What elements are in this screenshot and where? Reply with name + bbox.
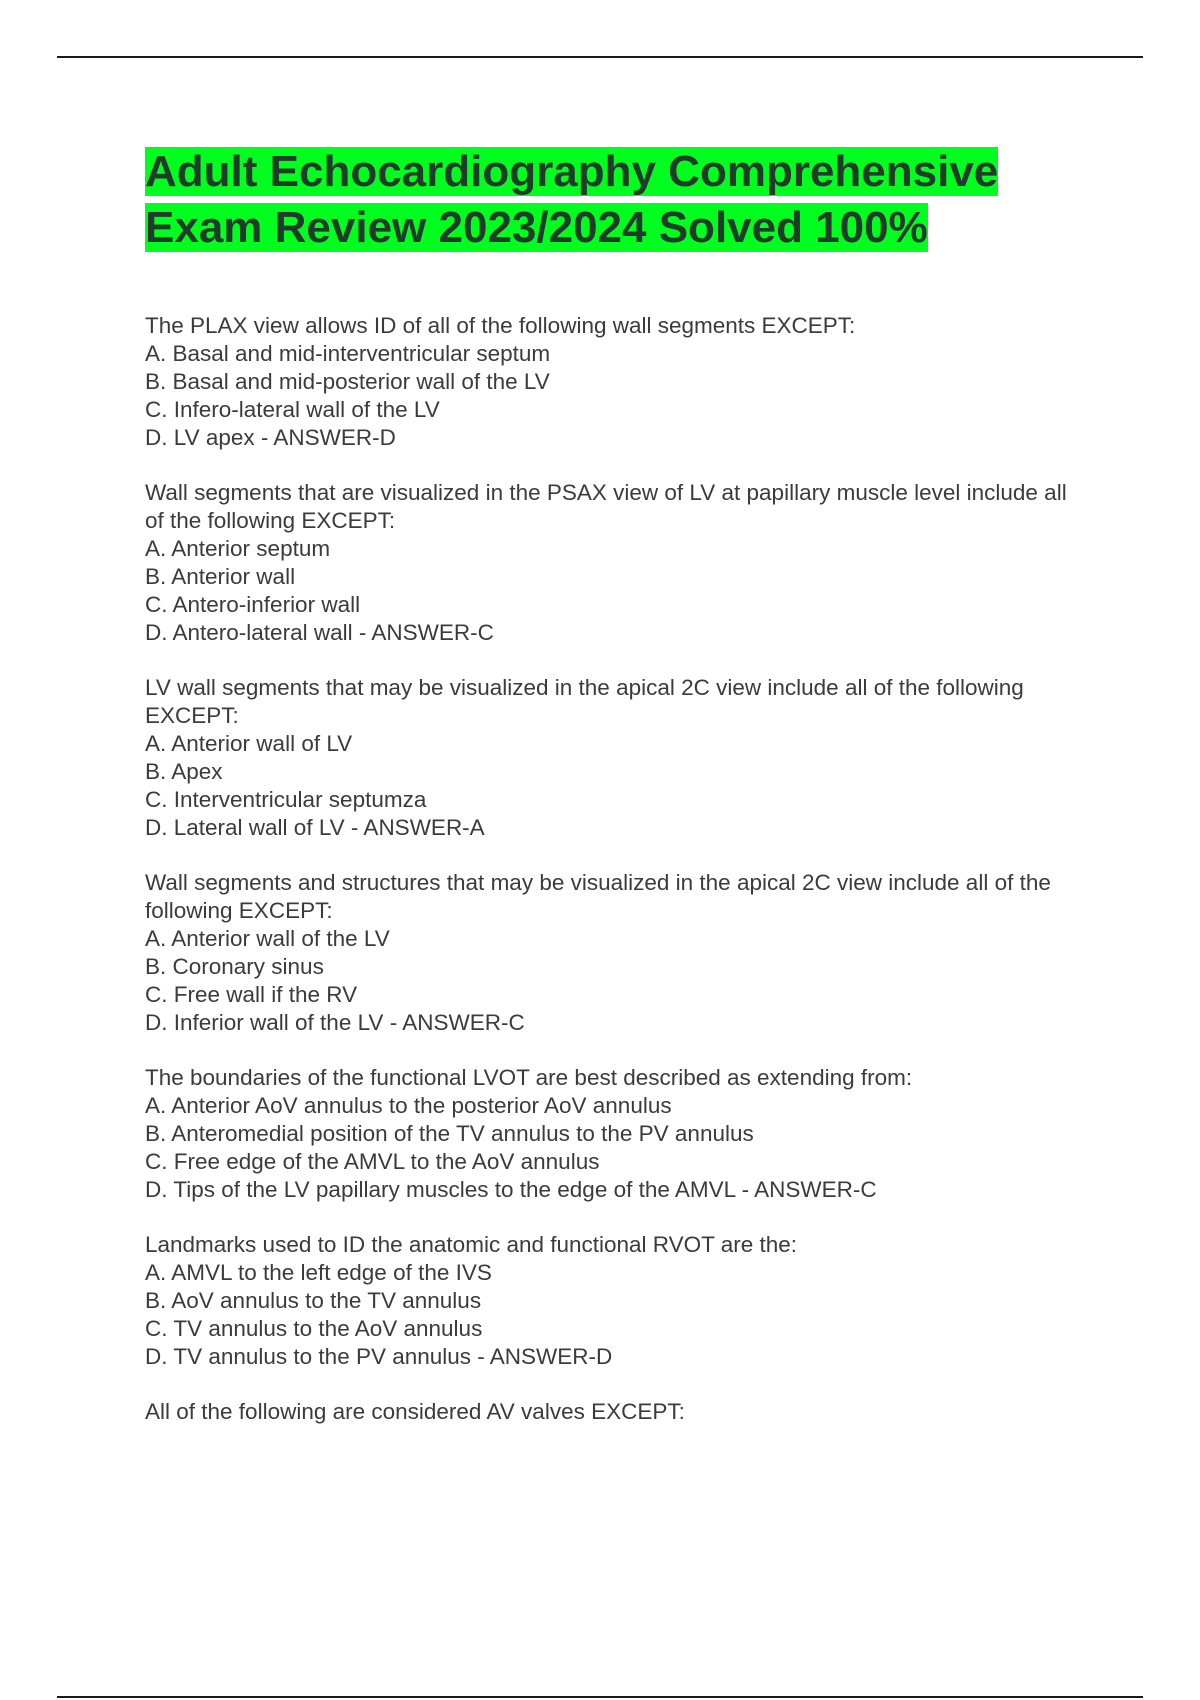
answer-option: A. Anterior wall of the LV xyxy=(145,926,390,951)
answer-option: A. AMVL to the left edge of the IVS xyxy=(145,1260,492,1285)
answer-option: C. Interventricular septumza xyxy=(145,787,427,812)
answer-option: B. Coronary sinus xyxy=(145,954,324,979)
answer-option: C. Antero-inferior wall xyxy=(145,592,361,617)
answer-option: D. Inferior wall of the LV - ANSWER-C xyxy=(145,1010,525,1035)
answer-option: B. AoV annulus to the TV annulus xyxy=(145,1288,482,1313)
answer-option: D. LV apex - ANSWER-D xyxy=(145,425,396,450)
question-block xyxy=(145,1231,1090,1371)
question-stem: Wall segments that are visualized in the PSAX view of LV at papillary muscle level include all of the following EXCEPT: xyxy=(145,480,1073,533)
answer-option: A. Anterior septum xyxy=(145,536,331,561)
answer-option: D. Tips of the LV papillary muscles to the edge of the AMVL - ANSWER-C xyxy=(145,1177,877,1202)
question-stem: All of the following are considered AV valves EXCEPT: xyxy=(145,1399,685,1424)
question-block xyxy=(145,869,1090,1037)
question-stem: The boundaries of the functional LVOT are best described as extending from: xyxy=(145,1065,913,1090)
question-block xyxy=(145,1398,1090,1426)
page-content xyxy=(145,144,1090,1453)
title-line-1: Adult Echocardiography Comprehensive xyxy=(145,147,999,196)
answer-option: A. Basal and mid-interventricular septum xyxy=(145,341,551,366)
top-rule xyxy=(57,56,1143,58)
answer-option: A. Anterior wall of LV xyxy=(145,731,353,756)
question-block xyxy=(145,479,1090,647)
question-list xyxy=(145,312,1090,1426)
answer-option: B. Apex xyxy=(145,759,223,784)
question-block xyxy=(145,312,1090,452)
answer-option: D. Lateral wall of LV - ANSWER-A xyxy=(145,815,485,840)
answer-option: D. Antero-lateral wall - ANSWER-C xyxy=(145,620,494,645)
document-title xyxy=(145,144,1090,256)
answer-option: B. Anterior wall xyxy=(145,564,296,589)
question-stem: Wall segments and structures that may be visualized in the apical 2C view include all of the following EXCEPT: xyxy=(145,870,1058,923)
answer-option: C. TV annulus to the AoV annulus xyxy=(145,1316,483,1341)
question-block xyxy=(145,1064,1090,1204)
answer-option: B. Anteromedial position of the TV annulus to the PV annulus xyxy=(145,1121,754,1146)
question-stem: Landmarks used to ID the anatomic and functional RVOT are the: xyxy=(145,1232,798,1257)
answer-option: A. Anterior AoV annulus to the posterior AoV annulus xyxy=(145,1093,672,1118)
bottom-rule xyxy=(57,1696,1143,1698)
title-line-2: Exam Review 2023/2024 Solved 100% xyxy=(145,203,928,252)
answer-option: B. Basal and mid-posterior wall of the LV xyxy=(145,369,550,394)
answer-option: C. Infero-lateral wall of the LV xyxy=(145,397,440,422)
answer-option: C. Free edge of the AMVL to the AoV annulus xyxy=(145,1149,600,1174)
question-block xyxy=(145,674,1090,842)
question-stem: LV wall segments that may be visualized in the apical 2C view include all of the following EXCEPT: xyxy=(145,675,1031,728)
question-stem: The PLAX view allows ID of all of the following wall segments EXCEPT: xyxy=(145,313,856,338)
answer-option: C. Free wall if the RV xyxy=(145,982,358,1007)
answer-option: D. TV annulus to the PV annulus - ANSWER-D xyxy=(145,1344,613,1369)
